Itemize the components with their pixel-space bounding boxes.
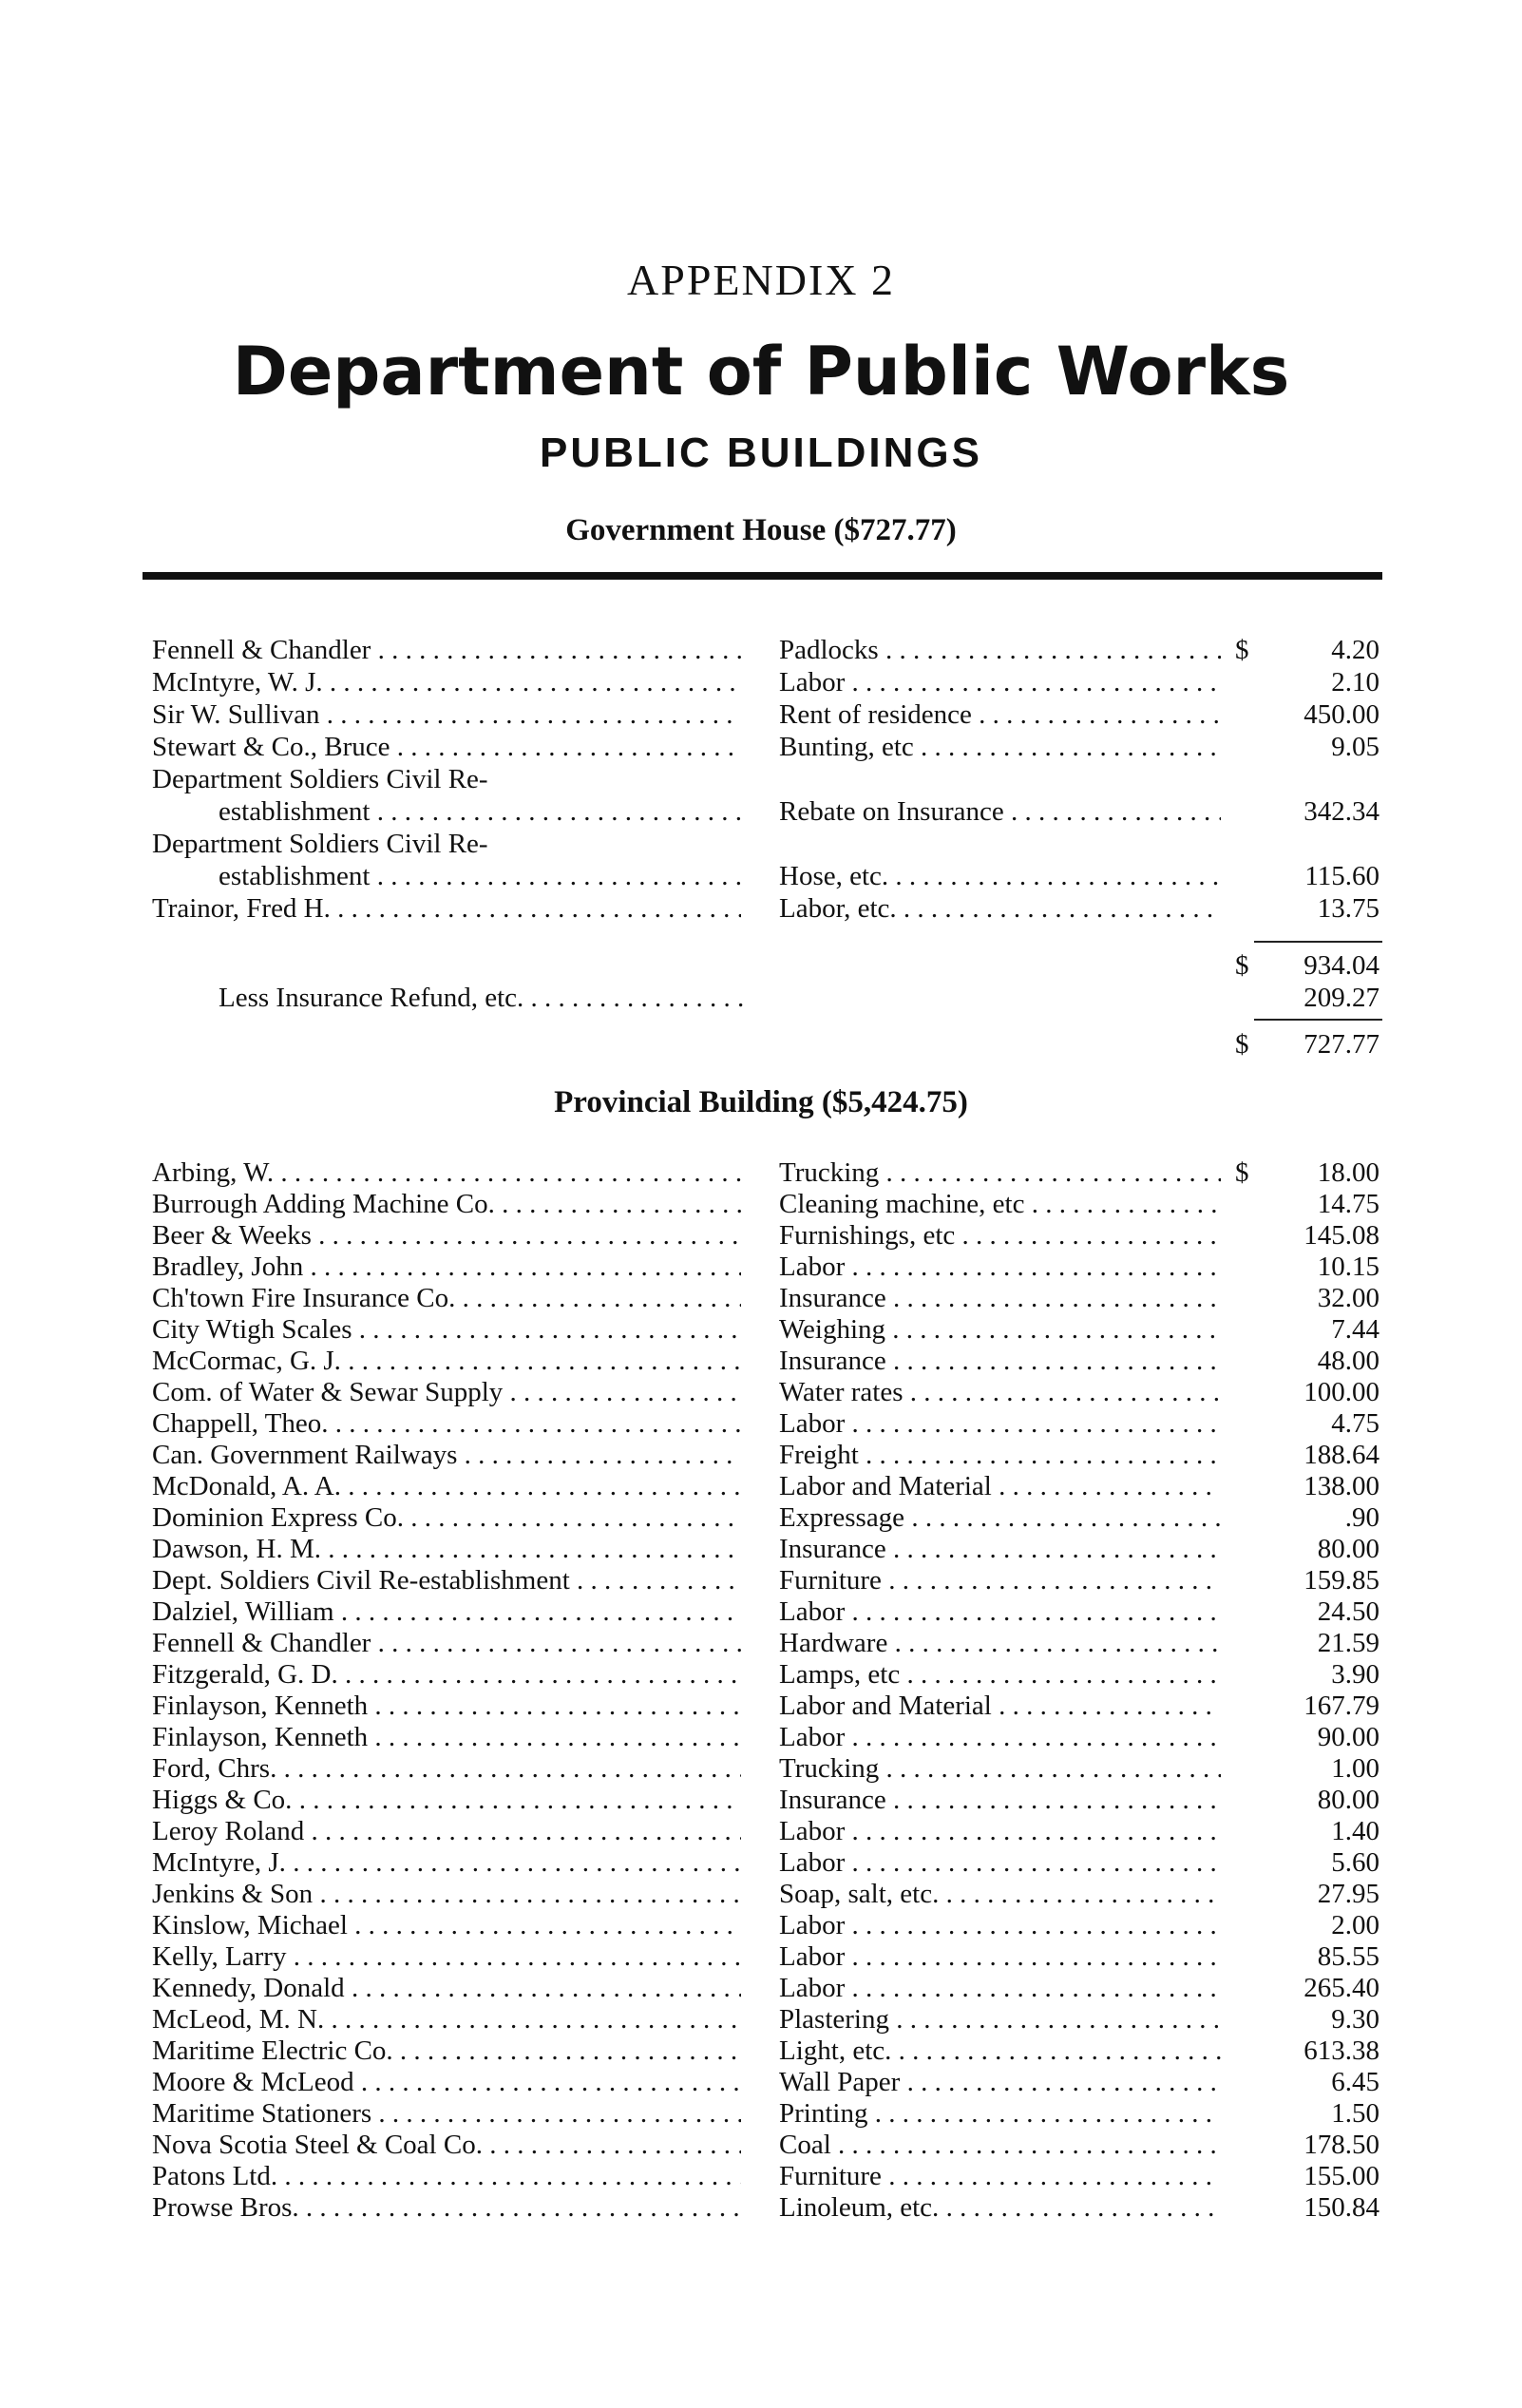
amount: 145.08 [1303,1220,1379,1251]
payee-name: Kinslow, Michael . . . [152,1910,741,1940]
amount: 115.60 [1304,861,1379,891]
table-row [0,1314,1522,1345]
payee-name: McLeod, M. N. . . . [152,2004,741,2035]
table-row [0,2067,1522,2097]
payee-name: Higgs & Co. . . . [152,1785,741,1815]
table-row [0,1283,1522,1313]
payee-name: Burrough Adding Machine Co. . . . [152,1189,741,1219]
payee-name: Fennell & Chandler . . . [152,635,741,665]
payee-name: Can. Government Railways . . . [152,1440,741,1470]
amount: 80.00 [1317,1534,1379,1564]
expense-item: Insurance . . . [779,1346,1221,1376]
expense-item: Furnishings, etc . . . [779,1220,1221,1251]
expense-item: Furniture . . . [779,1565,1221,1596]
amount: 3.90 [1331,1659,1379,1690]
appendix-heading: APPENDIX 2 [627,256,895,304]
table-row [0,1534,1522,1564]
expense-item: Bunting, etc . . . [779,732,1221,762]
payee-name: Fennell & Chandler . . . [152,1628,741,1658]
payee-name: Kelly, Larry . . . [152,1941,741,1972]
amount: 2.00 [1331,1910,1379,1940]
amount: 9.30 [1331,2004,1379,2035]
payee-name: Moore & McLeod . . . [152,2067,741,2097]
government-house-title: Government House ($727.77) [565,513,957,547]
table-row [0,1346,1522,1376]
table-row [0,1440,1522,1470]
payee-name: Prowse Bros. . . . [152,2192,741,2223]
amount: 178.50 [1303,2130,1379,2160]
less-amount: 209.27 [1303,983,1379,1013]
table-row [0,1910,1522,1940]
expense-item: Expressage . . . [779,1502,1221,1533]
amount: 14.75 [1317,1189,1379,1219]
expense-item: Water rates . . . [779,1377,1221,1407]
payee-name: Nova Scotia Steel & Coal Co. . . . [152,2130,741,2160]
total-dollar: $ [1235,1029,1249,1060]
table-row [0,2130,1522,2160]
expense-item: Trucking . . . [779,1753,1221,1784]
amount: 450.00 [1303,699,1379,730]
expense-item: Labor, etc. . . . [779,893,1221,924]
subtotal-rule [1254,941,1382,943]
table-row [0,861,1522,891]
amount: 167.79 [1303,1691,1379,1721]
amount: 18.00 [1317,1157,1379,1188]
payee-name: McIntyre, J. . . . [152,1847,741,1878]
table-row [0,2192,1522,2223]
expense-item: Light, etc. . . . [779,2035,1221,2066]
expense-item: Labor . . . [779,1973,1221,2003]
payee-name: City Wtigh Scales . . . [152,1314,741,1345]
payee-name: Beer & Weeks . . . [152,1220,741,1251]
amount: 4.75 [1331,1408,1379,1439]
table-row [0,829,1522,859]
amount: 4.20 [1331,635,1379,665]
amount: 80.00 [1317,1785,1379,1815]
expense-item: Rebate on Insurance . . . [779,796,1221,827]
table-row [0,667,1522,698]
expense-item: Labor . . . [779,1910,1221,1940]
amount: 138.00 [1303,1471,1379,1501]
payee-name: Jenkins & Son . . . [152,1879,741,1909]
total-row [0,1029,1522,1060]
amount: 265.40 [1303,1973,1379,2003]
payee-name: Leroy Roland . . . [152,1816,741,1846]
payee-name: Maritime Stationers . . . [152,2098,741,2129]
expense-item: Labor . . . [779,1847,1221,1878]
payee-name: Arbing, W. . . . [152,1157,741,1188]
table-row [0,732,1522,762]
subtotal-dollar: $ [1235,950,1249,981]
expense-item: Hose, etc. . . . [779,861,1221,891]
table-row [0,1252,1522,1282]
payee-name: Kennedy, Donald . . . [152,1973,741,2003]
expense-item: Insurance . . . [779,1785,1221,1815]
payee-name: Patons Ltd. . . . [152,2161,741,2191]
payee-name: Department Soldiers Civil Re- [152,829,488,859]
table-row [0,1471,1522,1501]
amount: 85.55 [1317,1941,1379,1972]
table-row [0,1816,1522,1846]
table-row [0,2098,1522,2129]
table-row [0,699,1522,730]
expense-item: Trucking . . . [779,1157,1221,1188]
payee-name: Bradley, John . . . [152,1252,741,1282]
table-row [0,1722,1522,1752]
subtotal-amount: 934.04 [1303,950,1379,981]
total-rule [1254,1019,1382,1021]
amount: 13.75 [1317,893,1379,924]
payee-name: Ch'town Fire Insurance Co. . . . [152,1283,741,1313]
table-row [0,1220,1522,1251]
amount: 6.45 [1331,2067,1379,2097]
payee-name: Department Soldiers Civil Re- [152,764,488,794]
dollar-sign: $ [1235,635,1249,665]
amount: 9.05 [1331,732,1379,762]
expense-item: Labor and Material . . . [779,1471,1221,1501]
expense-item: Rent of residence . . . [779,699,1221,730]
table-row [0,635,1522,665]
amount: 613.38 [1303,2035,1379,2066]
expense-item: Labor . . . [779,1941,1221,1972]
table-row [0,1565,1522,1596]
expense-item: Linoleum, etc. . . . [779,2192,1221,2223]
table-row [0,1973,1522,2003]
payee-name: Sir W. Sullivan . . . [152,699,741,730]
table-row [0,1753,1522,1784]
table-row [0,1377,1522,1407]
payee-name: Finlayson, Kenneth . . . [152,1722,741,1752]
payee-name: Ford, Chrs. . . . [152,1753,741,1784]
less-label: Less Insurance Refund, etc. . . . [219,983,751,1013]
expense-item: Labor . . . [779,1252,1221,1282]
amount: 24.50 [1317,1596,1379,1627]
table-row [0,1847,1522,1878]
amount: 21.59 [1317,1628,1379,1658]
expense-item: Printing . . . [779,2098,1221,2129]
amount: 159.85 [1303,1565,1379,1596]
table-row [0,1941,1522,1972]
amount: 27.95 [1317,1879,1379,1909]
payee-name: Finlayson, Kenneth . . . [152,1691,741,1721]
amount: 10.15 [1317,1252,1379,1282]
amount: 150.84 [1303,2192,1379,2223]
table-row [0,796,1522,827]
payee-name-continued: establishment . . . [219,861,741,891]
amount: 188.64 [1303,1440,1379,1470]
table-row [0,1502,1522,1533]
table-row [0,893,1522,924]
expense-item: Insurance . . . [779,1534,1221,1564]
expense-item: Labor . . . [779,1816,1221,1846]
expense-item: Padlocks . . . [779,635,1221,665]
expense-item: Furniture . . . [779,2161,1221,2191]
table-row [0,2004,1522,2035]
amount: 32.00 [1317,1283,1379,1313]
dollar-sign: $ [1235,1157,1249,1188]
expense-item: Labor . . . [779,1596,1221,1627]
table-row [0,764,1522,794]
payee-name: Dept. Soldiers Civil Re-establishment . . . [152,1565,741,1596]
amount: 1.00 [1331,1753,1379,1784]
expense-item: Hardware . . . [779,1628,1221,1658]
amount: 48.00 [1317,1346,1379,1376]
amount: 1.40 [1331,1816,1379,1846]
header-rule [143,572,1382,580]
payee-name: Stewart & Co., Bruce . . . [152,732,741,762]
payee-name: Dalziel, William . . . [152,1596,741,1627]
amount: 5.60 [1331,1847,1379,1878]
table-row [0,1659,1522,1690]
amount: 7.44 [1331,1314,1379,1345]
table-row [0,1879,1522,1909]
expense-item: Labor and Material . . . [779,1691,1221,1721]
table-row [0,2161,1522,2191]
payee-name: Maritime Electric Co. . . . [152,2035,741,2066]
payee-name-continued: establishment . . . [219,796,741,827]
table-row [0,1189,1522,1219]
table-row [0,1408,1522,1439]
payee-name: Com. of Water & Sewar Supply . . . [152,1377,741,1407]
table-row [0,1628,1522,1658]
table-row [0,1157,1522,1188]
expense-item: Labor . . . [779,1722,1221,1752]
expense-item: Insurance . . . [779,1283,1221,1313]
expense-item: Lamps, etc . . . [779,1659,1221,1690]
payee-name: McDonald, A. A. . . . [152,1471,741,1501]
payee-name: Fitzgerald, G. D. . . . [152,1659,741,1690]
amount: 155.00 [1303,2161,1379,2191]
table-row [0,1596,1522,1627]
expense-item: Freight . . . [779,1440,1221,1470]
subtotal-row [0,950,1522,981]
table-row [0,2035,1522,2066]
payee-name: Trainor, Fred H. . . . [152,893,741,924]
department-title: Department of Public Works [232,333,1290,411]
section-heading: PUBLIC BUILDINGS [540,430,982,476]
expense-item: Cleaning machine, etc . . . [779,1189,1221,1219]
less-row [0,983,1522,1013]
expense-item: Weighing . . . [779,1314,1221,1345]
amount: .90 [1344,1502,1379,1533]
expense-item: Soap, salt, etc. . . . [779,1879,1221,1909]
payee-name: Dominion Express Co. . . . [152,1502,741,1533]
amount: 1.50 [1331,2098,1379,2129]
table-row [0,1785,1522,1815]
payee-name: McIntyre, W. J. . . . [152,667,741,698]
payee-name: Chappell, Theo. . . . [152,1408,741,1439]
amount: 342.34 [1303,796,1379,827]
expense-item: Labor . . . [779,1408,1221,1439]
provincial-building-title: Provincial Building ($5,424.75) [554,1085,968,1119]
expense-item: Labor . . . [779,667,1221,698]
expense-item: Coal . . . [779,2130,1221,2160]
amount: 2.10 [1331,667,1379,698]
payee-name: McCormac, G. J. . . . [152,1346,741,1376]
table-row [0,1691,1522,1721]
total-amount: 727.77 [1303,1029,1379,1060]
amount: 100.00 [1303,1377,1379,1407]
expense-item: Plastering . . . [779,2004,1221,2035]
payee-name: Dawson, H. M. . . . [152,1534,741,1564]
amount: 90.00 [1317,1722,1379,1752]
expense-item: Wall Paper . . . [779,2067,1221,2097]
